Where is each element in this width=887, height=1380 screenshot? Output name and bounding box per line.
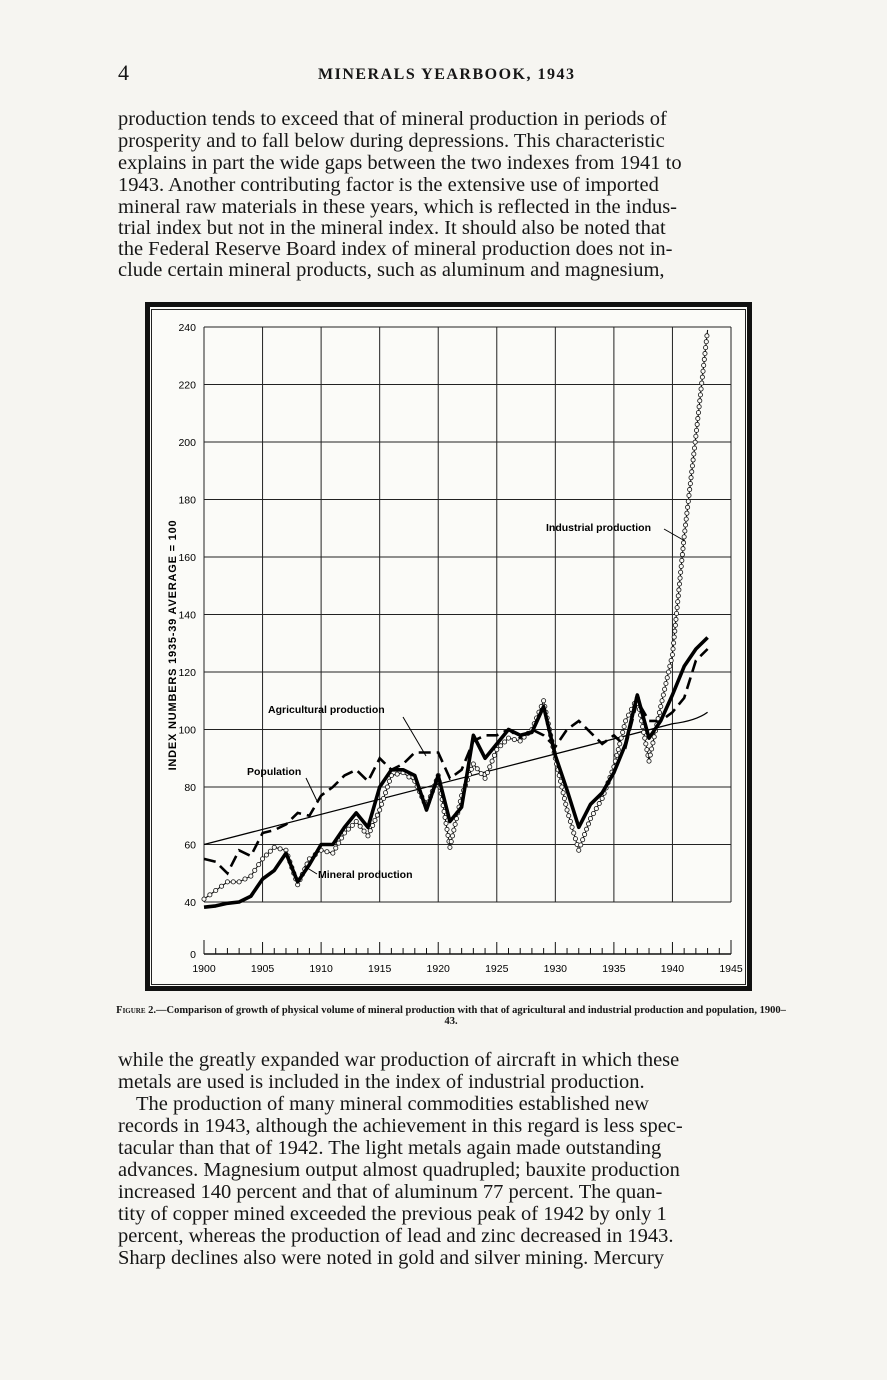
series-point [591, 811, 595, 815]
text-line: increased 140 percent and that of aluminum 77 percent. The quan- [118, 1181, 663, 1203]
series-point [704, 340, 708, 344]
chart-grid [204, 327, 731, 902]
series-point [661, 693, 665, 697]
series-point [664, 681, 668, 685]
series-point [577, 848, 581, 852]
series-point [469, 767, 473, 771]
series-point [657, 710, 661, 714]
series-point [479, 771, 483, 775]
series-point [675, 606, 679, 610]
series-point [619, 736, 623, 740]
series-point [698, 399, 702, 403]
series-point [448, 845, 452, 849]
caption-label: Figure 2. [116, 1005, 157, 1016]
series-point [214, 888, 218, 892]
series-point [450, 834, 454, 838]
series-point [272, 845, 276, 849]
series-point [701, 369, 705, 373]
series-point [676, 600, 680, 604]
x-tick-label: 1930 [543, 963, 568, 975]
series-point [668, 664, 672, 668]
series-point [659, 704, 663, 708]
series-point [331, 851, 335, 855]
y-tick-label: 0 [190, 949, 196, 961]
text-line: records in 1943, although the achievement in this regard is less spec- [118, 1115, 683, 1137]
series-point [562, 796, 566, 800]
series-point [694, 428, 698, 432]
text-line: trial index but not in the mineral index. It should also be noted that [118, 217, 666, 239]
series-point [325, 850, 329, 854]
series-point [647, 759, 651, 763]
series-point [346, 827, 350, 831]
series-point [693, 440, 697, 444]
x-tick-label: 1915 [367, 963, 392, 975]
text-line: tacular than that of 1942. The light metals again made outstanding [118, 1137, 662, 1159]
x-tick-label: 1905 [250, 963, 275, 975]
series-point [690, 470, 694, 474]
y-tick-label: 160 [178, 552, 196, 564]
series-point [260, 857, 264, 861]
series-point [698, 393, 702, 397]
series-point [502, 740, 506, 744]
series-point [618, 742, 622, 746]
leader-agricultural-production [403, 717, 426, 756]
series-point [572, 831, 576, 835]
series-point [695, 422, 699, 426]
series-point [354, 819, 358, 823]
y-tick-label: 40 [184, 897, 196, 909]
series-point [678, 576, 682, 580]
series-point [378, 808, 382, 812]
series-point [686, 499, 690, 503]
series-point [583, 832, 587, 836]
series-point [231, 880, 235, 884]
series-point [567, 814, 571, 818]
series-point [366, 834, 370, 838]
series-point [395, 772, 399, 776]
series-point [670, 653, 674, 657]
text-line: tity of copper mined exceeded the previous peak of 1942 by only 1 [118, 1203, 667, 1225]
series-point [443, 815, 447, 819]
series-point [449, 840, 453, 844]
series-point [688, 482, 692, 486]
y-tick-label: 140 [178, 609, 196, 622]
series-point [584, 827, 588, 831]
x-tick-label: 1920 [426, 963, 450, 975]
series-point [671, 647, 675, 651]
series-point [669, 658, 673, 662]
label-population: Population [247, 766, 302, 778]
series-agricultural-production [204, 649, 708, 873]
series-point [350, 823, 354, 827]
leader-population [306, 778, 318, 803]
series-point [696, 411, 700, 415]
series-point [337, 841, 341, 845]
series-point [680, 552, 684, 556]
series-point [651, 741, 655, 745]
series-point [446, 833, 450, 837]
series-point [681, 547, 685, 551]
series-point [387, 779, 391, 783]
series-point [643, 736, 647, 740]
series-point [373, 818, 377, 822]
y-tick-label: 60 [184, 839, 196, 852]
series-point [660, 699, 664, 703]
label-industrial-production: Industrial production [546, 522, 651, 534]
series-point [696, 416, 700, 420]
series-point [663, 687, 667, 691]
text-line: prosperity and to fall below during depressions. This characteristic [118, 130, 665, 152]
text-line: explains in part the wide gaps between the two indexes from 1941 to [118, 152, 682, 174]
series-point [202, 897, 206, 901]
series-point [561, 791, 565, 795]
series-point [624, 719, 628, 723]
series-point [237, 880, 241, 884]
series-point [492, 753, 496, 757]
series-point [565, 808, 569, 812]
series-point [371, 823, 375, 827]
series-point [483, 776, 487, 780]
series-point [268, 849, 272, 853]
series-point [588, 817, 592, 821]
series-point [688, 487, 692, 491]
series-point [219, 884, 223, 888]
series-point [615, 753, 619, 757]
series-point [700, 381, 704, 385]
series-point [445, 827, 449, 831]
series-point [208, 893, 212, 897]
series-point [385, 785, 389, 789]
series-point [645, 748, 649, 752]
series-point [689, 476, 693, 480]
series-point [597, 801, 601, 805]
series-point [702, 363, 706, 367]
series-point [686, 505, 690, 509]
series-point [692, 446, 696, 450]
series-point [499, 744, 503, 748]
series-point [488, 765, 492, 769]
page-number: 4 [118, 60, 129, 85]
series-point [249, 874, 253, 878]
series-point [705, 334, 709, 338]
series-line [204, 649, 708, 873]
series-point [381, 796, 385, 800]
series-point [679, 570, 683, 574]
label-mineral-production: Mineral production [318, 869, 413, 881]
leader-industrial-production [664, 529, 685, 541]
series-point [704, 346, 708, 350]
series-point [253, 868, 257, 872]
text-line: clude certain mineral products, such as aluminum and magnesium, [118, 259, 665, 281]
series-point [673, 629, 677, 633]
text-line: the Federal Reserve Board index of mineral production does not in- [118, 238, 673, 260]
text-line: metals are used is included in the index of industrial production. [118, 1071, 645, 1093]
series-point [665, 676, 669, 680]
series-point [666, 670, 670, 674]
series-point [626, 713, 630, 717]
series-point [278, 847, 282, 851]
series-point [674, 617, 678, 621]
series-point [542, 699, 546, 703]
series-point [573, 837, 577, 841]
series-point [334, 846, 338, 850]
y-tick-label: 200 [178, 437, 196, 449]
series-point [512, 737, 516, 741]
series-point [616, 748, 620, 752]
series-point [681, 541, 685, 545]
series-point [581, 838, 585, 842]
series-point [594, 806, 598, 810]
series-point [674, 611, 678, 615]
label-agricultural-production: Agricultural production [268, 704, 385, 716]
series-point [452, 828, 456, 832]
series-point [264, 853, 268, 857]
x-tick-label: 1935 [602, 963, 626, 975]
series-point [690, 464, 694, 468]
text-line: production tends to exceed that of mineral production in periods of [118, 108, 667, 130]
text-line: mineral raw materials in these years, which is reflected in the indus- [118, 196, 677, 218]
series-point [685, 511, 689, 515]
series-point [699, 387, 703, 391]
series-point [677, 582, 681, 586]
series-point [672, 641, 676, 645]
series-point [257, 863, 261, 867]
series-point [684, 517, 688, 521]
series-point [694, 434, 698, 438]
series-point [362, 829, 366, 833]
text-line: percent, whereas the production of lead and zinc decreased in 1943. [118, 1225, 674, 1247]
series-point [676, 594, 680, 598]
series-point [518, 739, 522, 743]
text-line: while the greatly expanded war production of aircraft in which these [118, 1049, 680, 1071]
series-point [680, 558, 684, 562]
x-tick-label: 1910 [309, 963, 333, 975]
series-point [579, 843, 583, 847]
series-point [485, 771, 489, 775]
x-tick-label: 1945 [719, 963, 743, 975]
series-point [570, 825, 574, 829]
series-point [650, 747, 654, 751]
series-point [243, 877, 247, 881]
series-point [586, 822, 590, 826]
text-line: 1943. Another contributing factor is the extensive use of imported [118, 174, 659, 196]
series-point [677, 588, 681, 592]
series-point [560, 785, 564, 789]
text-line: advances. Magnesium output almost quadrupled; bauxite production [118, 1159, 680, 1181]
series-point [568, 819, 572, 823]
text-line: Sharp declines also were noted in gold and silver mining. Mercury [118, 1247, 664, 1269]
series-point [700, 375, 704, 379]
series-point [672, 635, 676, 639]
series-point [691, 458, 695, 462]
series-point [225, 880, 229, 884]
text-line: The production of many mineral commodities established new [136, 1093, 649, 1115]
y-axis-label: INDEX NUMBERS 1935-39 AVERAGE = 100 [167, 519, 179, 771]
series-point [375, 813, 379, 817]
series-point [703, 351, 707, 355]
series-point [621, 730, 625, 734]
x-tick-label: 1925 [485, 963, 509, 975]
series-point [506, 736, 510, 740]
series-point [682, 535, 686, 539]
series-point [644, 742, 648, 746]
y-tick-label: 180 [178, 494, 196, 507]
y-tick-label: 100 [178, 724, 196, 737]
series-point [683, 523, 687, 527]
series-point [702, 357, 706, 361]
y-tick-label: 80 [184, 782, 196, 794]
series-point [407, 775, 411, 779]
y-tick-label: 120 [178, 667, 196, 679]
figure-caption [115, 1005, 787, 1027]
series-point [642, 730, 646, 734]
series-point [380, 802, 384, 806]
series-point [692, 452, 696, 456]
y-tick-label: 240 [178, 322, 196, 334]
running-head: MINERALS YEARBOOK, 1943 [318, 66, 576, 83]
series-point [648, 753, 652, 757]
series-point [471, 762, 475, 766]
series-point [453, 822, 457, 826]
x-tick-label: 1940 [660, 963, 685, 975]
caption-text: —Comparison of growth of physical volume of mineral production with that of agricultural and industrial production and population, 1900–43. [156, 1005, 786, 1027]
series-point [673, 623, 677, 627]
y-tick-label: 220 [178, 379, 196, 392]
x-tick-label: 1900 [192, 963, 216, 975]
series-point [679, 564, 683, 568]
series-point [687, 493, 691, 497]
series-point [683, 529, 687, 533]
series-point [368, 829, 372, 833]
series-point [564, 802, 568, 806]
series-point [358, 824, 362, 828]
series-point [600, 796, 604, 800]
series-point [490, 759, 494, 763]
series-point [475, 767, 479, 771]
series-point [444, 821, 448, 825]
series-point [697, 405, 701, 409]
series-point [383, 791, 387, 795]
series-point [622, 725, 626, 729]
